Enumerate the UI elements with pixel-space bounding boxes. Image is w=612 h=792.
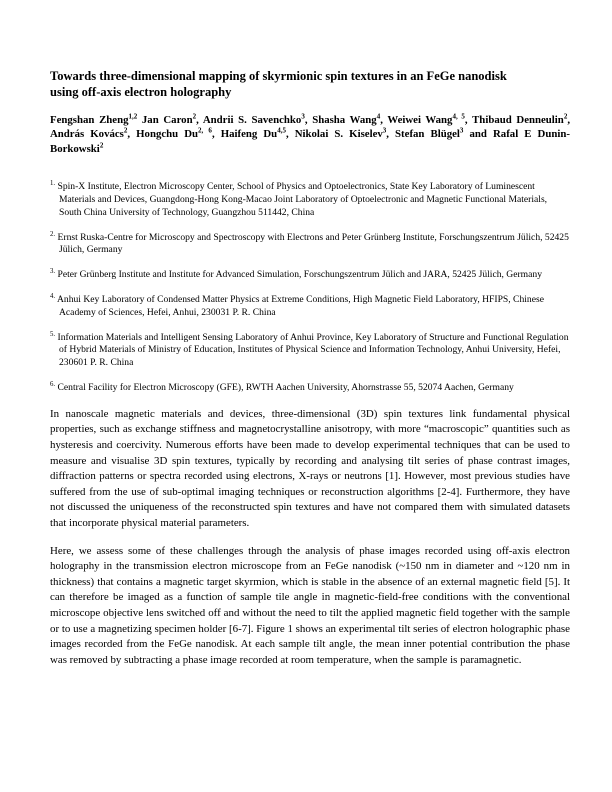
author-affiliation-superscript: 4, 5 [452, 112, 465, 121]
affiliation-marker: 2. [50, 230, 56, 238]
affiliation-item [50, 269, 570, 282]
author-name: Fengshan Zheng$^{1,2}$ [50, 112, 138, 126]
paper-title: Towards three-dimensional mapping of skyrmionic spin textures in an FeGe nanodisk using off-axis electron holography [50, 69, 507, 99]
affiliation-item [50, 232, 570, 258]
body-paragraph: Here, we assess some of these challenges through the analysis of phase images recorded using off-axis electron holography in the transmission electron microscope from an FeGe nanodisk (~150 nm in diameter and ~120 nm in thickness) that contains a magnetic target skyrmion, which is stable in the absence of an external magnetic field [5]. It can therefore be imaged as a function of sample tile angle in magnetic-field-free conditions with the conventional microscope objective lens switched off and without the need to tilt the applied magnetic field together with the sample or to use a magnetizing specimen holder [6-7]. Figure 1 shows an experimental tilt series of electron holographic phase images recorded from the FeGe nanodisk. At each sample tilt angle, the mean inner potential contribution the phase was removed by subtracting a phase image recorded at room temperature, when the sample is paramagnetic. [50, 544, 570, 666]
affiliation-text: Central Facility for Electron Microscopy (GFE), RWTH Aachen University, Ahornstrasse 55, 52074 Aachen, Germany [55, 381, 514, 393]
author-affiliation-superscript: 2 [563, 112, 568, 121]
author-affiliation-superscript: 3 [382, 126, 387, 135]
author-affiliation-superscript: 2, 6 [198, 126, 212, 135]
author-name: Weiwei Wang$^{4, 5}$ [387, 112, 465, 126]
author-name: Shasha Wang$^4$ [312, 112, 381, 126]
author-name: Stefan Blügel$^3$ [395, 126, 464, 141]
author-name: Haifeng Du$^{4,5}$ [220, 126, 286, 141]
author-name: Andrii S. Savenchko$^3$ [202, 112, 305, 126]
author-affiliation-superscript: 2 [123, 126, 128, 135]
author-affiliation-superscript: 2 [99, 141, 104, 150]
author-name: Rafal E Dunin-Borkowski$^2$ [50, 128, 570, 155]
body-paragraph: In nanoscale magnetic materials and devices, three-dimensional (3D) spin textures link fundamental physical properties, such as exchange stiffness and magnetocrystalline anisotropy, with more “macroscopic” quantities such as hysteresis and coercivity. Numerous efforts have been made to develop experimental techniques that can be used to measure and visualise 3D spin textures, typically by recording and analysing tilt series of phase contrast images, diffraction patterns or spectra recorded using electrons, X-rays or neutrons [1]. However, most previous studies have suffered from the use of sub-optimal imaging techniques or reconstruction algorithms [2-4]. Furthermore, they have not discussed the uniqueness of the reconstructed spin textures and have not compared them with simulated datasets that incorporate physical material parameters. [50, 407, 570, 529]
affiliation-marker: 6. [50, 380, 56, 388]
affiliation-item [50, 294, 570, 320]
affiliation-item [50, 332, 570, 370]
affiliation-item [50, 382, 570, 395]
author-affiliation-superscript: 2 [192, 112, 197, 121]
author-name: Hongchu Du$^{2, 6}$ [136, 126, 212, 141]
author-name: Thibaud Denneulin$^2$ [472, 112, 568, 126]
author-name: Jan Caron$^2$ [141, 112, 197, 126]
affiliation-text: Peter Grünberg Institute and Institute for Advanced Simulation, Forschungszentrum Jülich and JARA, 52425 Jülich, Germany [55, 269, 543, 281]
affiliation-marker: 4. [50, 292, 56, 300]
author-name: Nikolai S. Kiselev$^3$ [294, 126, 387, 141]
affiliation-text: Anhui Key Laboratory of Condensed Matter Physics at Extreme Conditions, High Magnetic Field Laboratory, HFIPS, Chinese Academy of Sciences, Hefei, Anhui, 230031 P. R. China [55, 294, 544, 318]
affiliation-marker: 1. [50, 180, 56, 188]
affiliation-text: Spin-X Institute, Electron Microscopy Center, School of Physics and Optoelectronics, State Key Laboratory of Luminescent Materials and Devices, Guangdong-Hong Kong-Macao Joint Laboratory of Optoelectronic and Magnetic Functional Materials, South China University of Technology, Guangzhou 511442, China [55, 181, 548, 218]
affiliation-text: Information Materials and Intelligent Sensing Laboratory of Anhui Province, Key Laboratory of Structure and Functional Regulation of Hybrid Materials of Ministry of Education, Institutes of Physical Science and Information Technology, Anhui University, Hefei, 230601 P. R. China [55, 331, 569, 369]
affiliation-list [50, 181, 570, 395]
body-paragraphs [50, 407, 570, 669]
author-affiliation-superscript: 1,2 [128, 112, 138, 121]
author-affiliation-superscript: 4,5 [277, 126, 286, 135]
author-affiliation-superscript: 4 [376, 112, 381, 121]
affiliation-marker: 3. [50, 268, 56, 276]
author-affiliation-superscript: 3 [459, 126, 464, 135]
author-list: Fengshan Zheng$^{1,2}$ Jan Caron$^2$, Andrii S. Savenchko$^3$, Shasha Wang$^4$, Weiwei Wang$^{4, 5}$, Thibaud Denneulin$^2$, András Kovács$^2$, Hongchu Du$^{2, 6}$, Haifeng Du$^{4,5}$, Nikolai S. Kiselev$^3$, Stefan Blügel$^3$ and Rafal E Dunin-Borkowski$^2$ [50, 112, 571, 155]
affiliation-item [50, 181, 570, 219]
author-affiliation-superscript: 3 [301, 112, 305, 121]
author-name: András Kovács$^2$ [50, 126, 128, 141]
affiliation-marker: 5. [50, 330, 56, 338]
affiliation-text: Ernst Ruska-Centre for Microscopy and Spectroscopy with Electrons and Peter Grünberg Institute, Forschungszentrum Jülich, 52425 Jülich, Germany [55, 231, 569, 256]
